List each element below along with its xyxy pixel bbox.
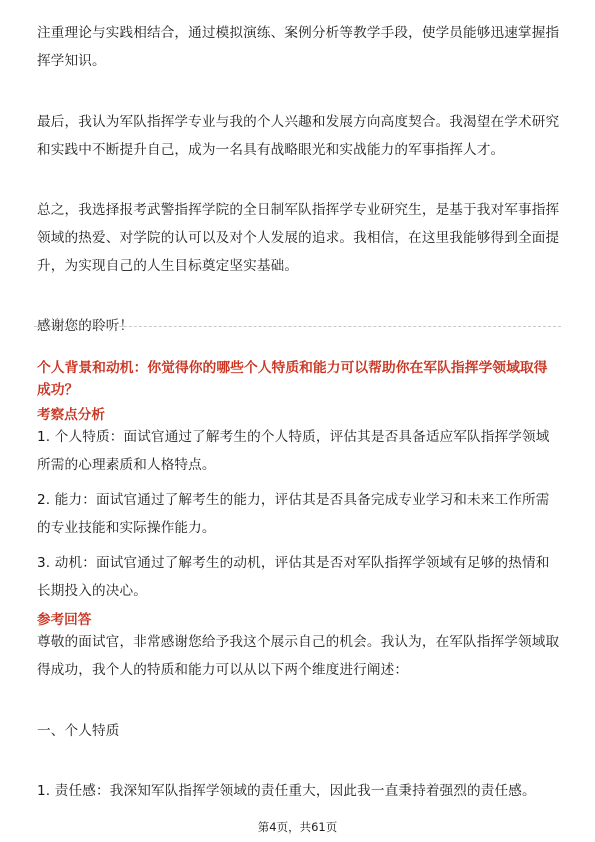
paragraph-teaching-methods: 注重理论与实践相结合，通过模拟演练、案例分析等教学手段，使学员能够迅速掌握指挥学知识。 (37, 25, 560, 69)
question-heading: 个人背景和动机：你觉得你的哪些个人特质和能力可以帮助你在军队指挥学领域取得成功？ (37, 360, 548, 398)
answer-intro: 尊敬的面试官，非常感谢您给予我这个展示自己的机会。我认为，在军队指挥学领域取得成功，我个人的特质和能力可以从以下两个维度进行阐述： (37, 634, 560, 678)
answer-item-responsibility: 1. 责任感：我深知军队指挥学领域的责任重大，因此我一直秉持着强烈的责任感。 (37, 783, 536, 799)
analysis-item-ability: 2. 能力：面试官通过了解考生的能力，评估其是否具备完成专业学习和未来工作所需的专业技能和实际操作能力。 (37, 492, 550, 536)
answer-heading: 参考回答 (37, 612, 92, 628)
page-number: 第4页，共61页 (257, 820, 338, 834)
analysis-item-traits: 1. 个人特质：面试官通过了解考生的个人特质，评估其是否具备适应军队指挥学领域所需的心理素质和人格特点。 (37, 429, 550, 473)
paragraph-conclusion: 总之，我选择报考武警指挥学院的全日制军队指挥学专业研究生，是基于我对军事指挥领域的热爱、对学院的认可以及对个人发展的追求。我相信，在这里我能够得到全面提升，为实现自己的人生目标奠定坚实基础。 (37, 202, 560, 274)
analysis-list (37, 423, 561, 605)
section-divider (34, 326, 561, 327)
analysis-item-motivation: 3. 动机：面试官通过了解考生的动机，评估其是否对军队指挥学领域有足够的热情和长期投入的决心。 (37, 555, 550, 599)
paragraph-thanks: 感谢您的聆听！ (37, 318, 134, 334)
answer-section-traits: 一、个人特质 (37, 723, 120, 739)
paragraph-interest-match: 最后，我认为军队指挥学专业与我的个人兴趣和发展方向高度契合。我渴望在学术研究和实践中不断提升自己，成为一名具有战略眼光和实战能力的军事指挥人才。 (37, 114, 560, 158)
analysis-heading: 考察点分析 (37, 407, 105, 423)
